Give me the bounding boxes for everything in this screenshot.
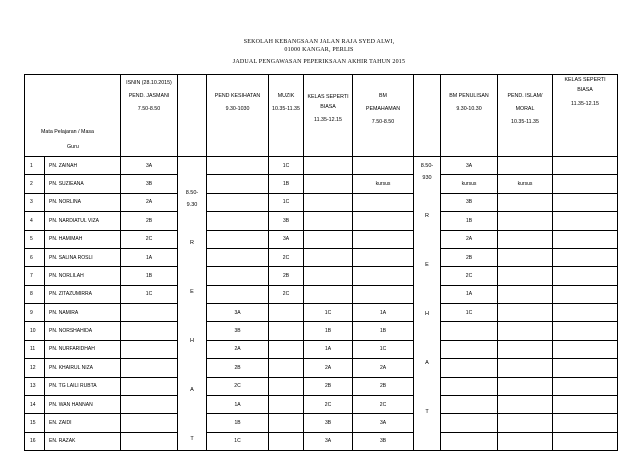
- assignment-c3: [207, 248, 269, 266]
- assignment-c8: 2C: [441, 267, 498, 285]
- assignment-c9: [498, 340, 553, 358]
- time-label: 11.35-12.15: [314, 117, 342, 123]
- assignment-c6: [353, 212, 414, 230]
- table-row: [25, 377, 618, 395]
- assignment-c3: [207, 285, 269, 303]
- teacher-name: EN. RAZAK: [45, 432, 121, 450]
- assignment-c5: [304, 267, 353, 285]
- teacher-name: PN. NORLINA: [45, 193, 121, 211]
- assignment-c3: [207, 267, 269, 285]
- assignment-c8: 1A: [441, 285, 498, 303]
- assignment-c9: [498, 432, 553, 450]
- assignment-c3: [207, 175, 269, 193]
- table-row: [25, 248, 618, 266]
- subject-time-teacher-header: [25, 75, 121, 157]
- subject-label: PEND. ISLAM/: [507, 93, 543, 99]
- assignment-c9: [498, 230, 553, 248]
- assignment-c3: [207, 193, 269, 211]
- header-pend-jasmani: [121, 75, 178, 157]
- time-label: 9.30-10.30: [456, 106, 482, 112]
- assignment-c4: 3A: [269, 230, 304, 248]
- teacher-label: Guru: [67, 144, 79, 150]
- assignment-c9: [498, 267, 553, 285]
- assignment-c10: [553, 175, 618, 193]
- assignment-c3: 3A: [207, 304, 269, 322]
- teacher-name: PN. ZAINAH: [45, 157, 121, 175]
- assignment-c8: kursus: [441, 175, 498, 193]
- assignment-c9: [498, 157, 553, 175]
- assignment-c1: [121, 340, 178, 358]
- assignment-c10: [553, 267, 618, 285]
- exam-date: ISNIN (28.10.2015): [126, 80, 172, 86]
- row-number: 10: [25, 322, 45, 340]
- assignment-c5: 2B: [304, 377, 353, 395]
- assignment-c6: [353, 248, 414, 266]
- assignment-c9: kursus: [498, 175, 553, 193]
- assignment-c8: [441, 395, 498, 413]
- teacher-name: PN. SALINA ROSLI: [45, 248, 121, 266]
- table-row: [25, 212, 618, 230]
- assignment-c5: 1C: [304, 304, 353, 322]
- invigilation-table: [24, 74, 618, 451]
- assignment-c5: [304, 193, 353, 211]
- assignment-c8: [441, 340, 498, 358]
- assignment-c5: [304, 248, 353, 266]
- header-kelas-seperti-biasa-1: [304, 75, 353, 157]
- assignment-c5: 3A: [304, 432, 353, 450]
- assignment-c1: [121, 322, 178, 340]
- time-label: 11.35-12.15: [571, 101, 599, 107]
- assignment-c6: 3B: [353, 432, 414, 450]
- teacher-name: PN. NURFARIDHAH: [45, 340, 121, 358]
- row-number: 14: [25, 395, 45, 413]
- assignment-c10: [553, 230, 618, 248]
- time-label: 9.30-1030: [225, 106, 250, 112]
- assignment-c8: 1B: [441, 212, 498, 230]
- teacher-name: EN. ZAIDI: [45, 414, 121, 432]
- assignment-c5: 1B: [304, 322, 353, 340]
- row-number: 3: [25, 193, 45, 211]
- assignment-c3: 1A: [207, 395, 269, 413]
- assignment-c8: 2B: [441, 248, 498, 266]
- row-number: 4: [25, 212, 45, 230]
- school-address: 01000 KANGAR, PERLIS: [284, 47, 354, 53]
- assignment-c1: 1A: [121, 248, 178, 266]
- assignment-c5: [304, 285, 353, 303]
- header-rehat-2: [414, 75, 441, 157]
- assignment-c1: [121, 359, 178, 377]
- assignment-c10: [553, 432, 618, 450]
- row-number: 5: [25, 230, 45, 248]
- rehat-letter: A: [190, 387, 194, 393]
- assignment-c4: [269, 377, 304, 395]
- schedule-title: JADUAL PENGAWASAN PEPERIKSAAN AKHIR TAHUN 2015: [232, 59, 406, 65]
- row-number: 6: [25, 248, 45, 266]
- assignment-c10: [553, 340, 618, 358]
- rehat-letter: E: [190, 289, 194, 295]
- assignment-c3: 3B: [207, 322, 269, 340]
- assignment-c1: 2B: [121, 212, 178, 230]
- school-name: SEKOLAH KEBANGSAAN JALAN RAJA SYED ALWI,: [243, 39, 395, 45]
- assignment-c10: [553, 248, 618, 266]
- assignment-c3: [207, 212, 269, 230]
- assignment-c1: 2C: [121, 230, 178, 248]
- assignment-c1: 3A: [121, 157, 178, 175]
- rehat-column-2: [414, 157, 441, 451]
- assignment-c3: 2B: [207, 359, 269, 377]
- rehat-letter: T: [425, 409, 429, 415]
- assignment-c6: 3A: [353, 414, 414, 432]
- table-row: [25, 285, 618, 303]
- subject-label: PEND. JASMANI: [128, 93, 170, 99]
- teacher-name: PN. TG LAILI RUBTA: [45, 377, 121, 395]
- assignment-c10: [553, 157, 618, 175]
- assignment-c10: [553, 377, 618, 395]
- subject-label: KELAS SEPERTI BIASA: [307, 94, 349, 110]
- rehat-letter: H: [425, 311, 429, 317]
- assignment-c4: [269, 322, 304, 340]
- table-row: [25, 267, 618, 285]
- assignment-c6: [353, 285, 414, 303]
- header-kelas-seperti-biasa-2: [553, 75, 618, 157]
- subject-time-label: Mata Pelajaran / Masa: [41, 129, 94, 135]
- teacher-name: PN. ZITAZUMIRRA: [45, 285, 121, 303]
- time-label: 10.35-11.35: [511, 119, 539, 125]
- table-row: [25, 414, 618, 432]
- assignment-c1: 2A: [121, 193, 178, 211]
- rehat-time: 8.50-9.30: [185, 190, 199, 208]
- row-number: 15: [25, 414, 45, 432]
- teacher-name: PN. HAMIMAH: [45, 230, 121, 248]
- row-number: 9: [25, 304, 45, 322]
- assignment-c6: [353, 157, 414, 175]
- header-pend-islam-moral: [498, 75, 553, 157]
- subject-label: BM: [379, 93, 387, 99]
- assignment-c10: [553, 304, 618, 322]
- assignment-c6: 1A: [353, 304, 414, 322]
- rehat-column-1: [178, 157, 207, 451]
- assignment-c5: 3B: [304, 414, 353, 432]
- assignment-c10: [553, 193, 618, 211]
- assignment-c4: [269, 414, 304, 432]
- assignment-c10: [553, 395, 618, 413]
- table-row: [25, 340, 618, 358]
- assignment-c3: 2A: [207, 340, 269, 358]
- row-number: 2: [25, 175, 45, 193]
- assignment-c8: 3A: [441, 157, 498, 175]
- teacher-name: PN. NORLILAH: [45, 267, 121, 285]
- assignment-c9: [498, 395, 553, 413]
- assignment-c9: [498, 359, 553, 377]
- row-number: 16: [25, 432, 45, 450]
- assignment-c8: [441, 359, 498, 377]
- assignment-c4: 2B: [269, 267, 304, 285]
- subject-label: BM PENULISAN: [449, 93, 489, 99]
- assignment-c3: [207, 157, 269, 175]
- assignment-c4: [269, 340, 304, 358]
- row-number: 7: [25, 267, 45, 285]
- assignment-c6: 2A: [353, 359, 414, 377]
- header-rehat-1: [178, 75, 207, 157]
- assignment-c9: [498, 212, 553, 230]
- rehat-letter: R: [425, 213, 429, 219]
- assignment-c4: 2C: [269, 285, 304, 303]
- assignment-c1: [121, 377, 178, 395]
- header-bm-penulisan: [441, 75, 498, 157]
- assignment-c9: [498, 248, 553, 266]
- assignment-c6: 2C: [353, 395, 414, 413]
- assignment-c4: 3B: [269, 212, 304, 230]
- assignment-c9: [498, 377, 553, 395]
- assignment-c6: 1C: [353, 340, 414, 358]
- rehat-letter: T: [190, 436, 194, 442]
- table-row: [25, 230, 618, 248]
- subject-label-2: MORAL: [515, 106, 535, 112]
- time-label: 7.50-8.50: [137, 106, 161, 112]
- assignment-c4: 1C: [269, 157, 304, 175]
- rehat-letter: E: [425, 262, 429, 268]
- table-row: [25, 193, 618, 211]
- assignment-c6: [353, 267, 414, 285]
- time-label: 10.35-11.35: [272, 106, 300, 112]
- assignment-c9: [498, 322, 553, 340]
- header-pend-kesihatan: [207, 75, 269, 157]
- assignment-c8: [441, 377, 498, 395]
- assignment-c1: [121, 432, 178, 450]
- assignment-c1: 1C: [121, 285, 178, 303]
- table-row: [25, 395, 618, 413]
- assignment-c8: [441, 432, 498, 450]
- assignment-c4: [269, 395, 304, 413]
- assignment-c3: 1C: [207, 432, 269, 450]
- assignment-c8: 2A: [441, 230, 498, 248]
- assignment-c8: 1C: [441, 304, 498, 322]
- row-number: 1: [25, 157, 45, 175]
- row-number: 8: [25, 285, 45, 303]
- assignment-c4: [269, 359, 304, 377]
- assignment-c1: [121, 395, 178, 413]
- assignment-c6: 2B: [353, 377, 414, 395]
- teacher-name: PN. KHAIRUL NIZA: [45, 359, 121, 377]
- assignment-c6: [353, 230, 414, 248]
- header-row: [25, 75, 618, 157]
- assignment-c10: [553, 414, 618, 432]
- teacher-name: PN. NAMIRA: [45, 304, 121, 322]
- assignment-c5: [304, 175, 353, 193]
- assignment-c10: [553, 285, 618, 303]
- teacher-name: PN. SUZIEANA: [45, 175, 121, 193]
- rehat-letter: R: [190, 240, 194, 246]
- rehat-letter: H: [190, 338, 194, 344]
- assignment-c9: [498, 414, 553, 432]
- assignment-c9: [498, 285, 553, 303]
- assignment-c8: [441, 322, 498, 340]
- teacher-name: PN. NARDIATUL VIZA: [45, 212, 121, 230]
- assignment-c8: [441, 414, 498, 432]
- assignment-c10: [553, 359, 618, 377]
- assignment-c3: [207, 230, 269, 248]
- rehat-letter: A: [425, 360, 429, 366]
- assignment-c4: [269, 304, 304, 322]
- subject-label: PEND KESIHATAN: [214, 93, 261, 99]
- assignment-c1: 3B: [121, 175, 178, 193]
- assignment-c10: [553, 212, 618, 230]
- assignment-c1: [121, 414, 178, 432]
- table-row: [25, 175, 618, 193]
- assignment-c1: 1B: [121, 267, 178, 285]
- assignment-c4: 2C: [269, 248, 304, 266]
- row-number: 13: [25, 377, 45, 395]
- row-number: 11: [25, 340, 45, 358]
- teacher-name: PN. NORSHAHIDA: [45, 322, 121, 340]
- assignment-c8: 3B: [441, 193, 498, 211]
- assignment-c5: 2C: [304, 395, 353, 413]
- assignment-c10: [553, 322, 618, 340]
- subject-label: KELAS SEPERTI BIASA: [564, 77, 606, 93]
- table-row: [25, 359, 618, 377]
- assignment-c6: kursus: [353, 175, 414, 193]
- table-row: [25, 304, 618, 322]
- rehat-time: 8.50-930: [420, 163, 434, 181]
- assignment-c6: 1B: [353, 322, 414, 340]
- subject-label-2: PEMAHAMAN: [365, 106, 401, 112]
- assignment-c4: 1C: [269, 193, 304, 211]
- assignment-c1: [121, 304, 178, 322]
- assignment-c9: [498, 304, 553, 322]
- teacher-name: PN. WAN HANNAN: [45, 395, 121, 413]
- table-row: [25, 322, 618, 340]
- assignment-c9: [498, 193, 553, 211]
- assignment-c5: [304, 157, 353, 175]
- assignment-c4: 1B: [269, 175, 304, 193]
- assignment-c4: [269, 432, 304, 450]
- header-bm-pemahaman: [353, 75, 414, 157]
- time-label: 7.50-8.50: [371, 119, 395, 125]
- subject-label: MUZIK: [277, 93, 295, 99]
- assignment-c6: [353, 193, 414, 211]
- assignment-c3: 1B: [207, 414, 269, 432]
- assignment-c5: 2A: [304, 359, 353, 377]
- assignment-c5: [304, 212, 353, 230]
- assignment-c5: 1A: [304, 340, 353, 358]
- table-row: [25, 432, 618, 450]
- table-row: [25, 157, 618, 175]
- assignment-c3: 2C: [207, 377, 269, 395]
- assignment-c5: [304, 230, 353, 248]
- header-muzik: [269, 75, 304, 157]
- row-number: 12: [25, 359, 45, 377]
